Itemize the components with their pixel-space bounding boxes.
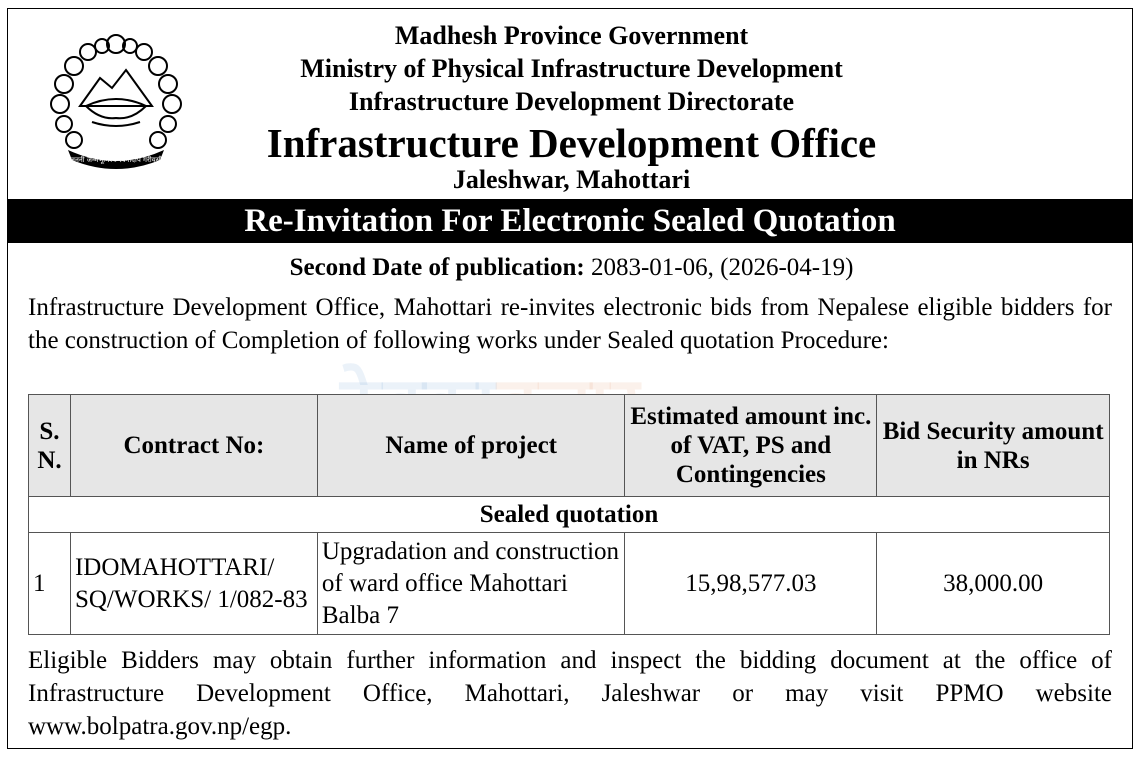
office-name: Infrastructure Development Office — [266, 120, 877, 166]
cell-project-name: Upgradation and construction of ward office Mahottari Balba 7 — [317, 533, 625, 635]
province-name: Madhesh Province Government — [394, 21, 749, 50]
header-estimated-amount: Estimated amount inc. of VAT, PS and Contingencies — [625, 395, 877, 497]
publication-date: 2083-01-06, (2026-04-19) — [590, 254, 854, 281]
section-label: Sealed quotation — [29, 497, 1110, 533]
header-sn: S. N. — [29, 395, 71, 497]
footer-paragraph: Eligible Bidders may obtain further information and inspect the bidding document at the office of Infrastructure Development Office, Mahottari, Jaleshwar or may visit PPMO website www.bolpatra.gov.np/egp. — [28, 647, 1112, 740]
header-project-name: Name of project — [317, 395, 625, 497]
header-bid-security: Bid Security amount in NRs — [877, 395, 1110, 497]
publication-line — [0, 254, 1143, 282]
section-row — [29, 497, 1110, 533]
works-table — [28, 394, 1110, 635]
cell-bid-security: 38,000.00 — [877, 533, 1110, 635]
cell-sn: 1 — [29, 533, 71, 635]
cell-contract-no: IDOMAHOTTARI/ SQ/WORKS/ 1/082-83 — [70, 533, 317, 635]
office-location: Jaleshwar, Mahottari — [452, 165, 691, 194]
intro-paragraph: Infrastructure Development Office, Mahottari re-invites electronic bids from Nepalese eligible bidders for the construction of Completion of following works under Sealed quotation Procedure: — [28, 294, 1112, 354]
ministry-name: Ministry of Physical Infrastructure Development — [300, 54, 843, 83]
notice-title-banner: Re-Invitation For Electronic Sealed Quotation — [8, 199, 1132, 243]
cell-estimated-amount: 15,98,577.03 — [625, 533, 877, 635]
directorate-name: Infrastructure Development Directorate — [348, 87, 795, 116]
header-contract-no: Contract No: — [70, 395, 317, 497]
publication-label: Second Date of publication: — [289, 254, 585, 281]
table-header-row — [29, 395, 1110, 497]
emblem-motto: जननी जन्मभूमिश्च स्वर्गादपि गरीयसी — [69, 156, 163, 164]
table-row — [29, 533, 1110, 635]
